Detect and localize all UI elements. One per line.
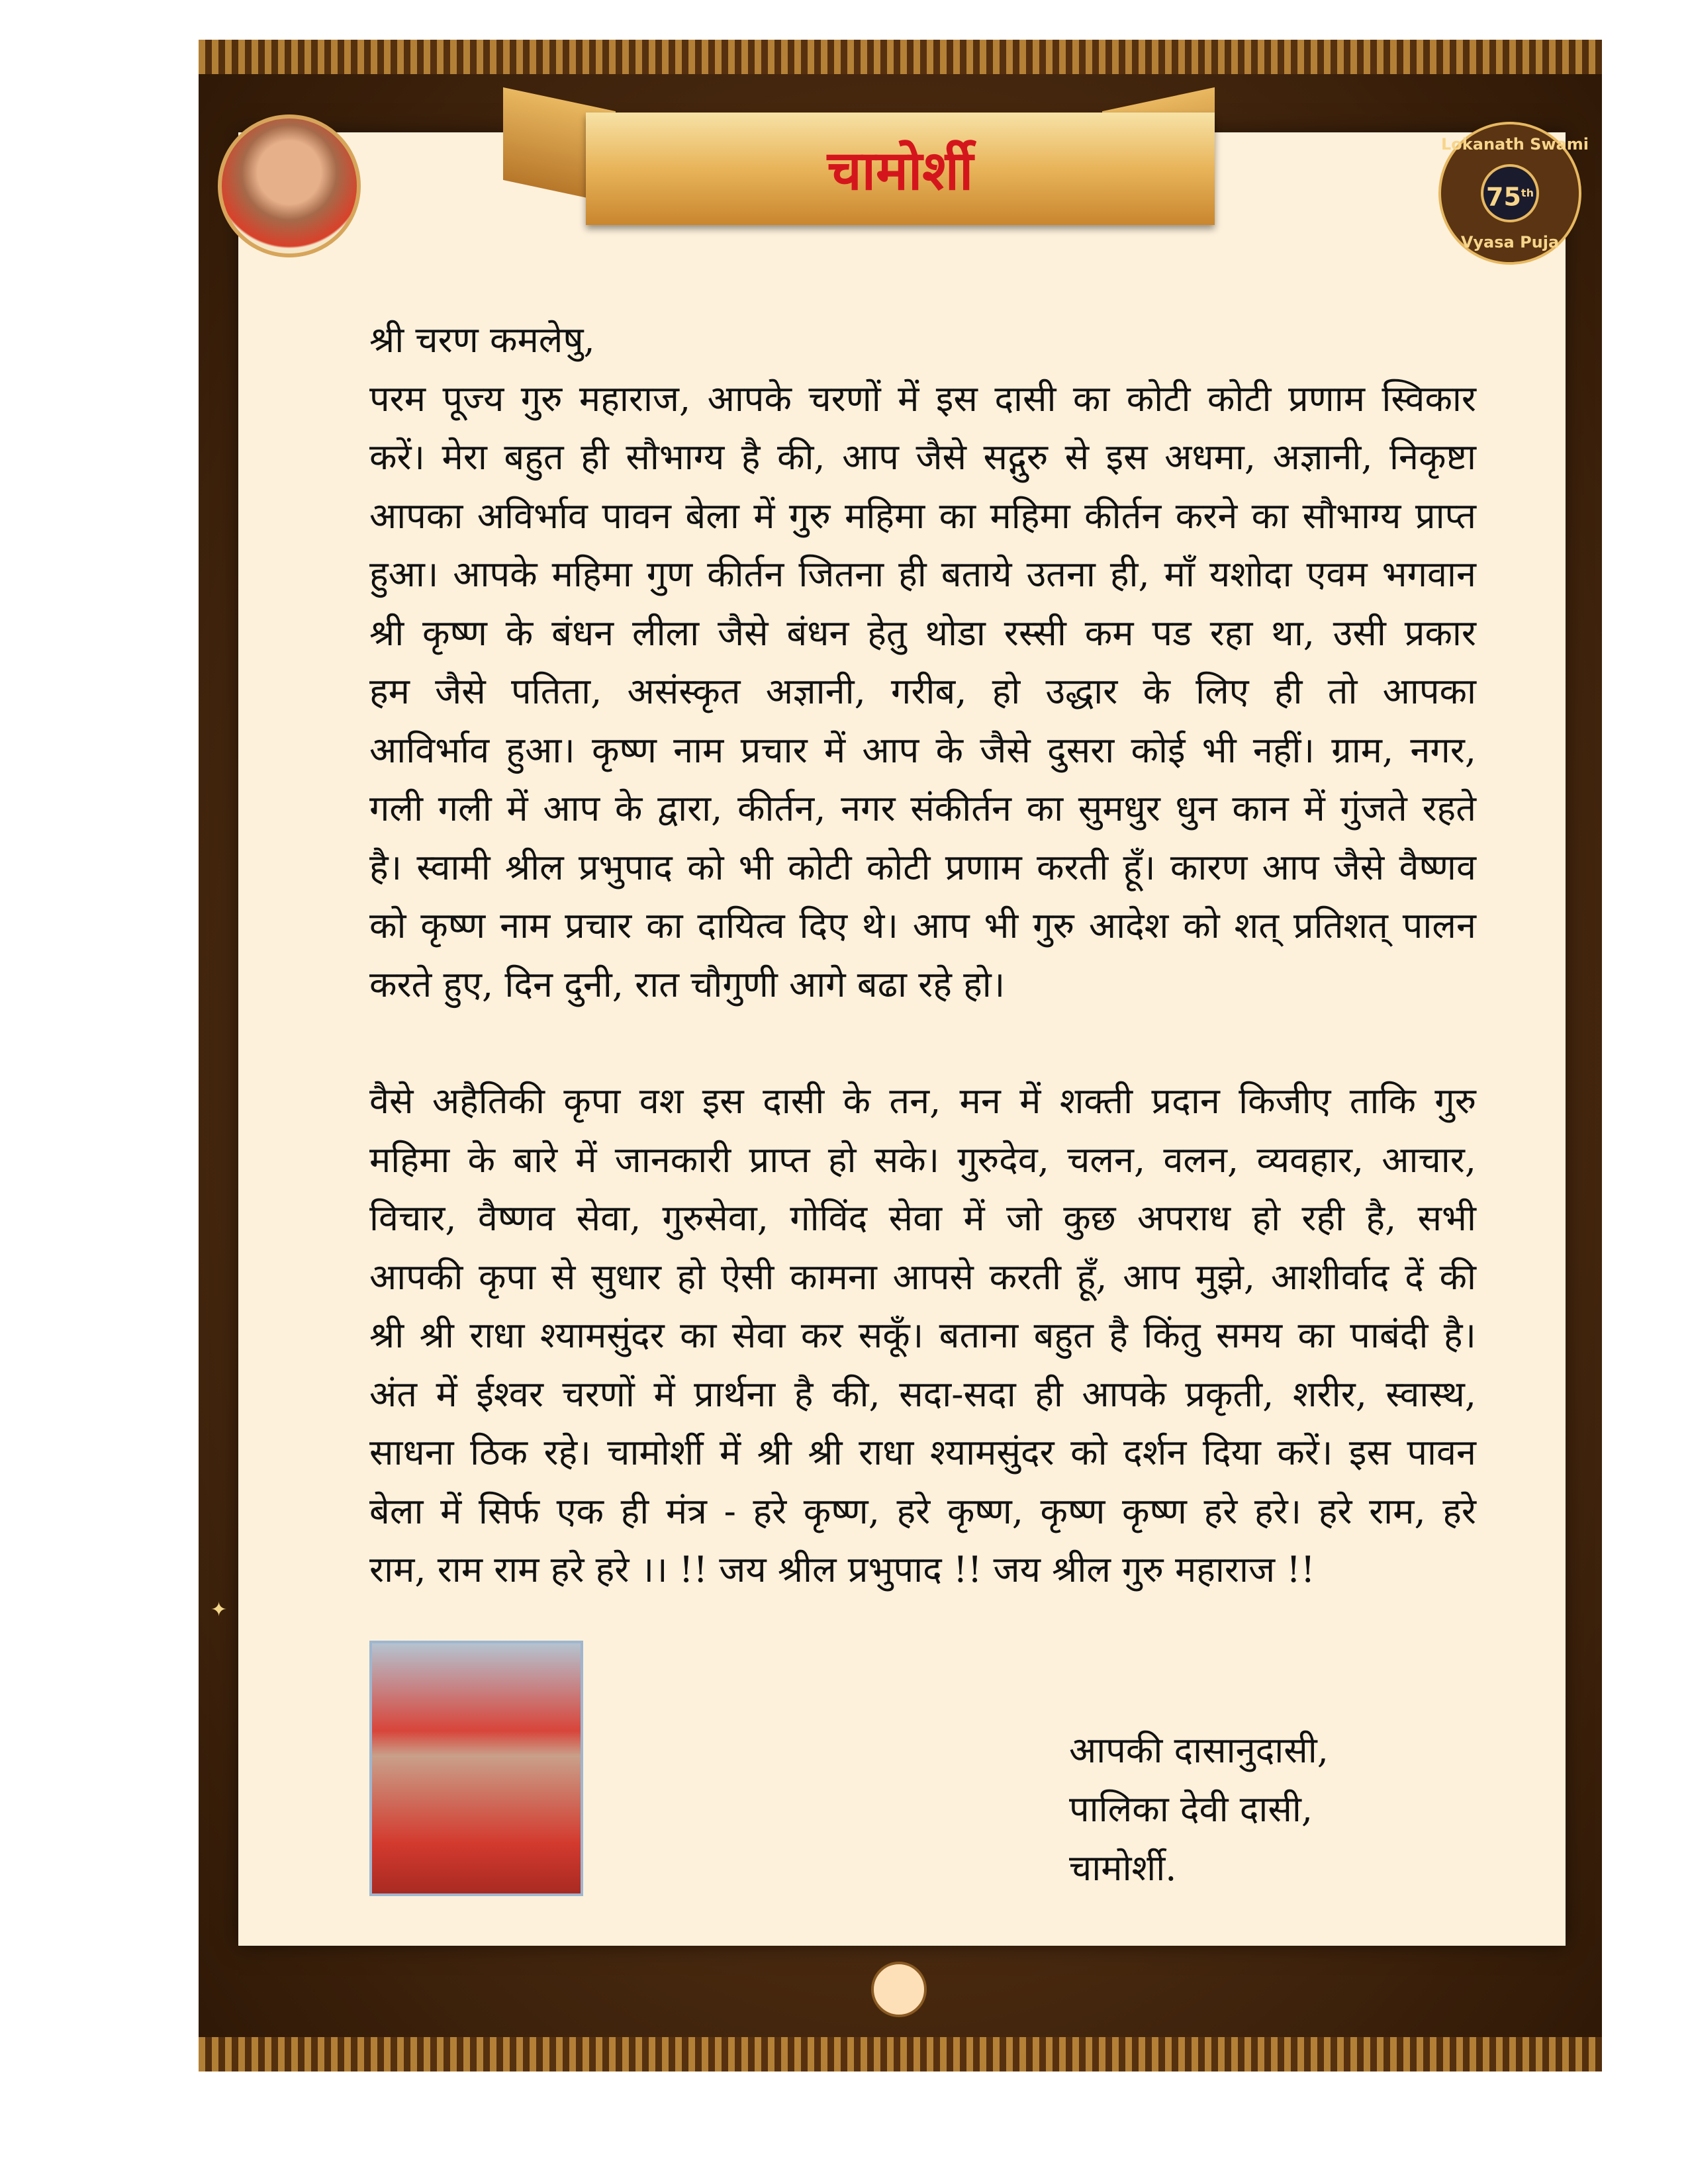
text-line: आविर्भाव हुआ। कृष्ण नाम प्रचार में आप के जैसे दुसरा कोई भी नहीं। ग्राम, नगर, (369, 729, 1476, 771)
decorative-border-bottom (199, 2037, 1602, 2071)
logo-suffix: th (1521, 187, 1534, 199)
text-line: आपकी कृपा से सुधार हो ऐसी कामना आपसे करती हूँ, आप मुझे, आशीर्वाद दें की (369, 1255, 1476, 1298)
text-line: राम, राम राम हरे हरे ।। !! जय श्रील प्रभुपाद !! जय श्रील गुरु महाराज !! (369, 1549, 1315, 1590)
signature (1069, 1721, 1329, 1897)
text-line: करते हुए, दिन दुनी, रात चौगुणी आगे बढा रहे हो। (369, 963, 1006, 1005)
text-line: वैसे अहैतिकी कृपा वश इस दासी के तन, मन में शक्ती प्रदान किजीए ताकि गुरु (369, 1080, 1476, 1122)
signature-line: पालिका देवी दासी, (1069, 1788, 1313, 1830)
text-line: गली गली में आप के द्वारा, कीर्तन, नगर संकीर्तन का सुमधुर धुन कान में गुंजते रहते (369, 788, 1476, 829)
text-line: बेला में सिर्फ एक ही मंत्र - हरे कृष्ण, हरे कृष्ण, कृष्ण कृष्ण हरे हरे। हरे राम, हरे (369, 1490, 1476, 1532)
paragraph-1 (369, 370, 1476, 1015)
text-line: करें। मेरा बहुत ही सौभाग्य है की, आप जैसे सद्गुरु से इस अधमा, अज्ञानी, निकृष्टा (369, 436, 1476, 478)
text-line: महिमा के बारे में जानकारी प्राप्त हो सके। गुरुदेव, चलन, वलन, व्यवहार, आचार, (369, 1138, 1476, 1181)
text-line: श्री श्री राधा श्यामसुंदर का सेवा कर सकूँ। बताना बहुत है किंतु समय का पाबंदी है। (369, 1314, 1476, 1356)
text-line: है। स्वामी श्रील प्रभुपाद को भी कोटी कोटी प्रणाम करती हूँ। कारण आप जैसे वैष्णव (369, 846, 1476, 888)
text-line: को कृष्ण नाम प्रचार का दायित्व दिए थे। आप भी गुरु आदेश को शत् प्रतिशत् पालन (369, 905, 1476, 946)
text-line: साधना ठिक रहे। चामोर्शी में श्री श्री राधा श्यामसुंदर को दर्शन दिया करें। इस पावन (369, 1432, 1476, 1473)
text-line: परम पूज्य गुरु महाराज, आपके चरणों में इस दासी का कोटी कोटी प्रणाम स्विकार (369, 377, 1476, 420)
letter-body (369, 311, 1476, 1600)
text-line: हुआ। आपके महिमा गुण कीर्तन जितना ही बताये उतना ही, माँ यशोदा एवम भगवान (369, 553, 1476, 595)
text-line: हम जैसे पतिता, असंस्कृत अज्ञानी, गरीब, हो उद्धार के लिए ही तो आपका (369, 670, 1476, 712)
logo-top-text: Lokanath Swami (1441, 135, 1589, 154)
sparkle-icon: ✦ (211, 1598, 228, 1621)
vyasa-puja-logo (1438, 122, 1589, 265)
decorative-medallion (871, 1962, 927, 2017)
salutation: श्री चरण कमलेषु, (369, 319, 595, 361)
title-ribbon (586, 113, 1215, 225)
signature-line: चामोर्शी. (1069, 1847, 1177, 1889)
logo-number: 75 (1486, 182, 1521, 212)
logo-bottom-text: Vyasa Puja (1460, 233, 1560, 251)
guru-portrait (218, 114, 361, 257)
text-line: अंत में ईश्वर चरणों में प्रार्थना है की, सदा-सदा ही आपके प्रकृती, शरीर, स्वास्थ, (369, 1373, 1476, 1415)
logo-badge (1481, 164, 1539, 222)
paragraph-2 (369, 1072, 1476, 1600)
page-title: चामोर्शी (827, 139, 974, 203)
text-line: आपका अविर्भाव पावन बेला में गुरु महिमा का महिमा कीर्तन करने का सौभाग्य प्राप्त (369, 494, 1476, 537)
text-line: श्री कृष्ण के बंधन लीला जैसे बंधन हेतु थोडा रस्सी कम पड रहा था, उसी प्रकार (369, 612, 1476, 654)
decorative-border-top (199, 40, 1602, 74)
text-line: विचार, वैष्णव सेवा, गुरुसेवा, गोविंद सेवा में जो कुछ अपराध हो रही है, सभी (369, 1197, 1476, 1239)
author-photo (369, 1641, 583, 1896)
signature-line: आपकी दासानुदासी, (1069, 1729, 1329, 1771)
